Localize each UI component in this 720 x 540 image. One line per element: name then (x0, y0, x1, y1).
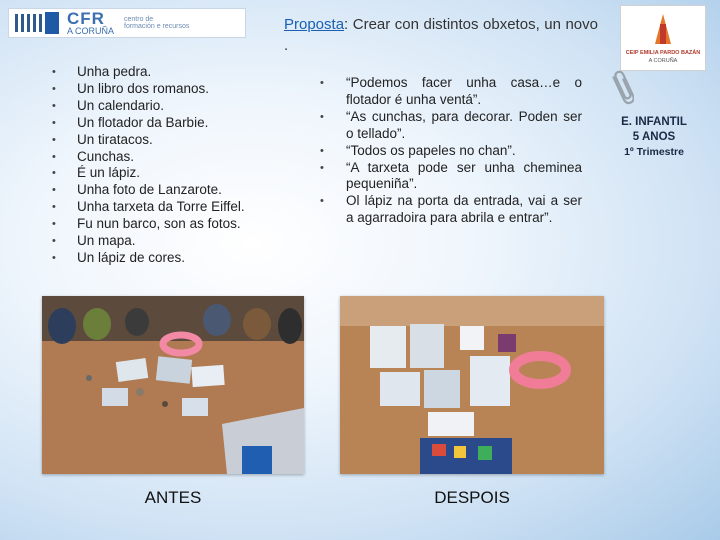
list-item: • Fu nun barco, son as fotos. (52, 216, 272, 233)
list-item: • “As cunchas, para decorar. Poden ser o tellado”. (320, 109, 582, 143)
list-item: • Un calendario. (52, 98, 272, 115)
materials-list (52, 64, 272, 267)
school-logo-name: CEIP EMILIA PARDO BAZÁN (625, 50, 701, 56)
list-item: • Un libro dos romanos. (52, 81, 272, 98)
list-item: • Ol lápiz na porta da entrada, vai a ser a agarradoira para abrila e entrar”. (320, 193, 582, 227)
proposta-text (284, 14, 598, 56)
class-info-term: 1º Trimestre (624, 146, 684, 158)
list-item: • Unha tarxeta da Torre Eiffel. (52, 199, 272, 216)
list-item: • “Podemos facer unha casa…e o flotador é unha ventá”. (320, 75, 582, 109)
school-logo-city: A CORUÑA (648, 58, 678, 64)
cfr-logo-mark (45, 12, 59, 34)
school-logo-flame-core (660, 24, 666, 44)
list-item: • Un flotador da Barbie. (52, 115, 272, 132)
class-info (588, 115, 720, 160)
cfr-logo-sub1: centro de (124, 15, 154, 23)
list-item: • “Todos os papeles no chan”. (320, 143, 582, 160)
list-item: • Un mapa. (52, 233, 272, 250)
list-item: • É un lápiz. (52, 165, 272, 182)
class-info-level: E. INFANTIL (621, 116, 687, 128)
school-logo (620, 5, 706, 71)
after-caption: DESPOIS (434, 488, 510, 507)
after-photo (340, 296, 604, 474)
list-item: • “A tarxeta pode ser unha cheminea pequeniña”. (320, 160, 582, 194)
paperclip-icon (612, 68, 634, 108)
list-item: • Unha pedra. (52, 64, 272, 81)
cfr-logo-text (67, 10, 114, 36)
cfr-logo-subtitle (124, 16, 189, 31)
cfr-logo-city: A CORUÑA (67, 26, 115, 36)
before-caption: ANTES (144, 488, 202, 507)
class-info-age: 5 ANOS (632, 131, 676, 143)
cfr-logo-sub2: formación e recursos (124, 23, 190, 30)
cfr-logo-title: CFR (67, 9, 105, 28)
list-item: • Un lápiz de cores. (52, 250, 272, 267)
proposta-label[interactable]: Proposta (284, 16, 345, 33)
list-item: • Un tiratacos. (52, 132, 272, 149)
cfr-logo (8, 8, 246, 38)
proposta-body: : Crear con distintos obxetos, un novo . (284, 16, 598, 54)
list-item: • Cunchas. (52, 149, 272, 166)
list-item: • Unha foto de Lanzarote. (52, 182, 272, 199)
before-photo (42, 296, 304, 474)
quotes-list (320, 75, 582, 227)
